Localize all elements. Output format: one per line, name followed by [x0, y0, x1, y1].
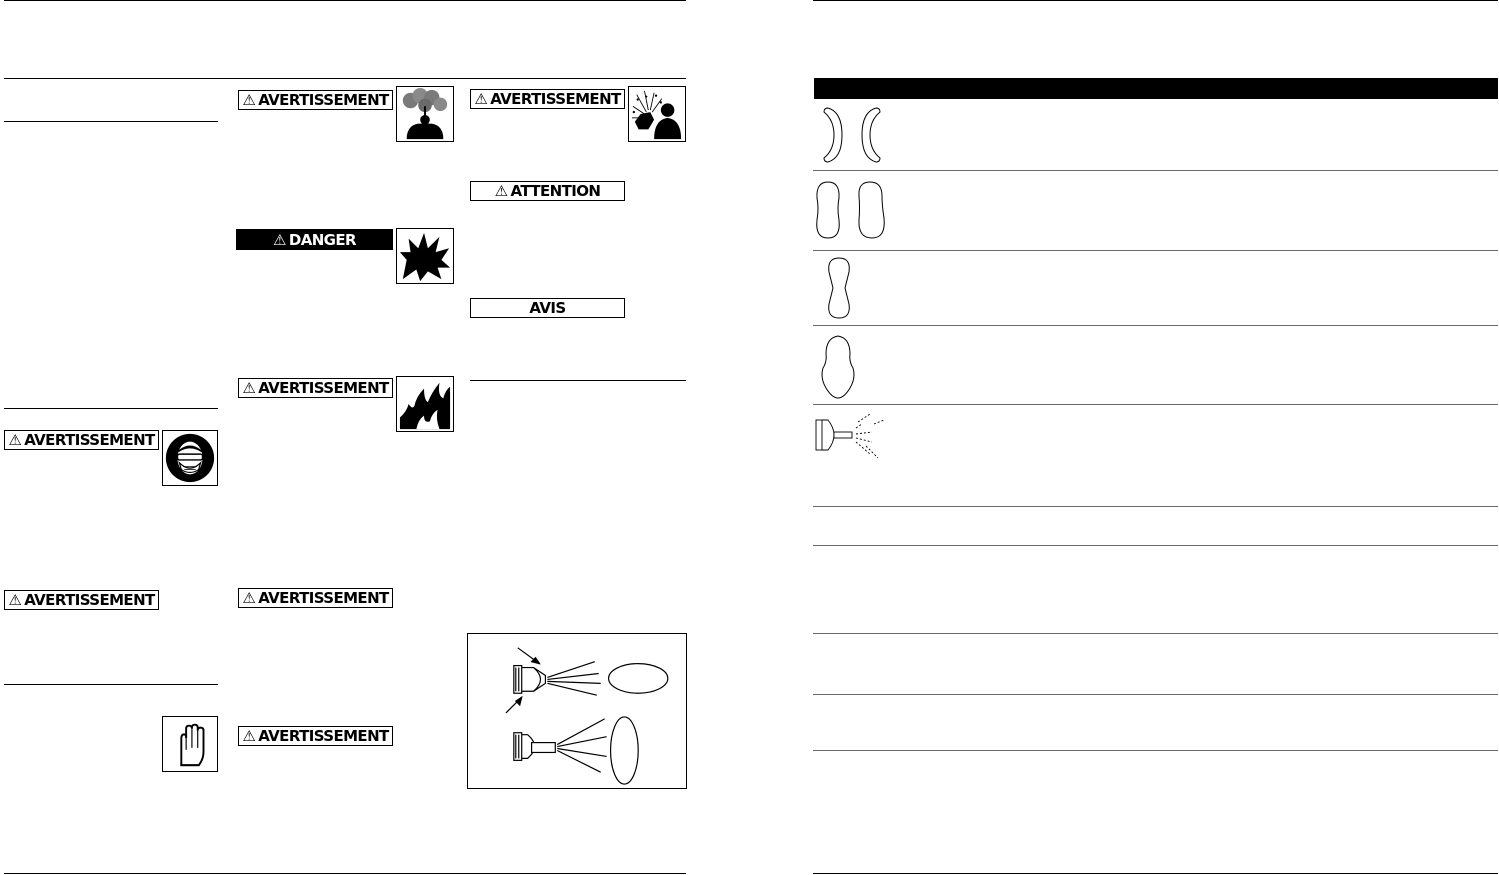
avis-label	[470, 298, 625, 318]
left-section-rule	[4, 78, 686, 79]
warning-triangle-icon: ⚠	[8, 431, 22, 449]
warning-label-text: AVERTISSEMENT	[258, 91, 389, 109]
table-row-divider	[813, 404, 1498, 405]
warning-label-text: AVERTISSEMENT	[490, 90, 621, 108]
right-top-rule	[813, 0, 1498, 1]
respirator-hazard-icon	[396, 86, 454, 142]
warning-label-fire	[238, 378, 393, 398]
spray-tip-figure	[467, 633, 687, 789]
eye-protection-mask-icon	[162, 430, 218, 486]
table-row-divider	[813, 250, 1498, 251]
warning-label-eye	[4, 430, 159, 450]
table-row-divider	[813, 325, 1498, 326]
spray-gun-pattern-icon	[814, 410, 890, 462]
left-top-rule	[4, 0, 686, 1]
table-row-divider	[813, 170, 1498, 171]
injection-hazard-icon	[628, 86, 686, 142]
avis-label-text: AVIS	[529, 299, 566, 317]
table-row-divider	[813, 506, 1498, 507]
col1-rule-1	[4, 121, 218, 122]
warning-label-injection	[470, 89, 625, 109]
table-row-divider	[813, 633, 1498, 634]
warning-triangle-icon: ⚠	[242, 91, 256, 109]
fire-hazard-icon	[396, 376, 454, 432]
table-row-divider	[813, 750, 1498, 751]
warning-triangle-icon: ⚠	[242, 589, 256, 607]
peanut-pattern-icon	[812, 180, 888, 240]
warning-label-text: AVERTISSEMENT	[24, 431, 155, 449]
oval-pattern-icon	[820, 334, 856, 400]
warning-label-respirator	[238, 90, 393, 110]
warning-label-col1-b	[4, 590, 159, 610]
banana-pattern-icon	[814, 106, 890, 164]
col3-rule-1	[470, 380, 686, 381]
danger-label-text: DANGER	[288, 230, 356, 249]
warning-label-text: AVERTISSEMENT	[258, 589, 389, 607]
left-bottom-rule	[4, 873, 686, 874]
col1-rule-3	[4, 684, 218, 685]
danger-triangle-icon: ⚠	[273, 230, 286, 249]
attention-label	[470, 181, 625, 201]
warning-label-col2-d	[238, 726, 393, 746]
warning-label-col2-c	[238, 588, 393, 608]
dumbbell-pattern-icon	[824, 256, 854, 320]
warning-triangle-icon: ⚠	[474, 90, 488, 108]
table-header-bar	[814, 78, 1498, 99]
warning-triangle-icon: ⚠	[8, 591, 22, 609]
warning-label-text: AVERTISSEMENT	[258, 727, 389, 745]
attention-triangle-icon: ⚠	[494, 182, 508, 200]
explosion-hazard-icon	[396, 228, 454, 284]
col1-rule-2	[4, 408, 218, 409]
warning-triangle-icon: ⚠	[242, 727, 256, 745]
table-row-divider	[813, 545, 1498, 546]
warning-triangle-icon: ⚠	[242, 379, 256, 397]
glove-icon	[162, 716, 218, 772]
warning-label-text: AVERTISSEMENT	[24, 591, 155, 609]
right-bottom-rule	[813, 873, 1498, 874]
warning-label-text: AVERTISSEMENT	[258, 379, 389, 397]
table-row-divider	[813, 694, 1498, 695]
attention-label-text: ATTENTION	[510, 182, 601, 200]
danger-label	[236, 229, 393, 250]
